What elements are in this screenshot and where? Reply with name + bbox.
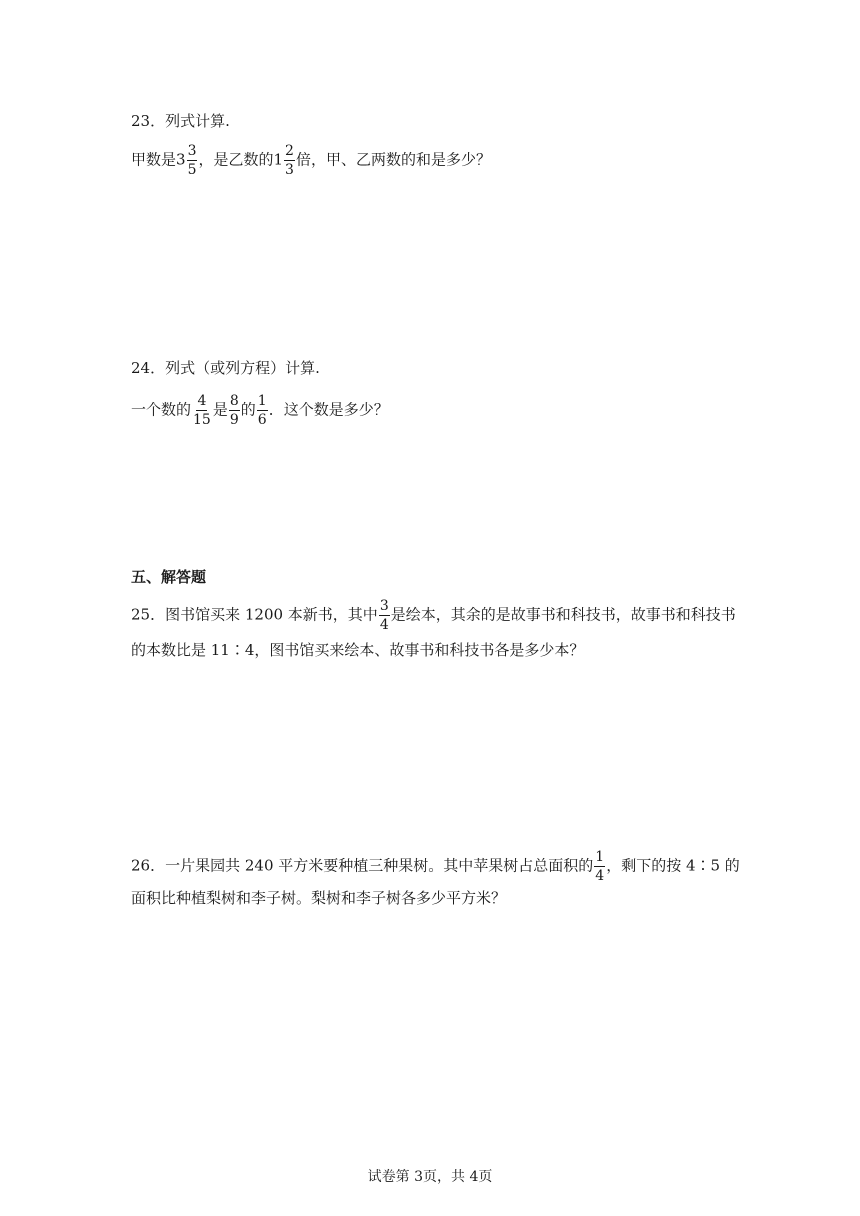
q26-fraction1 (594, 849, 605, 884)
q25-fraction1-numerator: 3 (379, 598, 389, 614)
q23-fraction1 (187, 143, 198, 178)
q25-text-part1: 25．图书馆买来 1200 本新书，其中 (131, 605, 378, 624)
q23-fraction2 (284, 143, 295, 178)
q25-text-part2: 是绘本，其余的是故事书和科技书，故事书和科技书 (390, 605, 736, 624)
q25-fraction1 (379, 598, 390, 633)
q24-fraction3-numerator: 1 (257, 393, 267, 409)
q24-text-part1: 一个数的 (131, 400, 192, 419)
q23-mixed2-whole: 1 (273, 150, 284, 169)
q24-fraction1 (192, 393, 212, 428)
q25-line2: 的本数比是 11∶4，图书馆买来绘本、故事书和科技书各是多少本？ (131, 641, 585, 659)
q26-text-part2: ，剩下的按 4∶5 的 (606, 856, 740, 875)
q23-heading: 23．列式计算. (131, 112, 230, 130)
q24-text-part3: 的 (240, 400, 256, 419)
q24-text (131, 393, 389, 428)
q25-fraction1-denominator: 4 (379, 617, 389, 633)
q25-line1 (131, 598, 736, 633)
q24-text-part2: 是 (212, 400, 228, 419)
q24-fraction2 (229, 393, 240, 428)
q23-fraction1-numerator: 3 (187, 143, 197, 159)
q24-fraction3-denominator: 6 (257, 412, 267, 428)
q23-text (131, 143, 491, 178)
q24-fraction3 (257, 393, 268, 428)
q26-line2: 面积比种植梨树和李子树。梨树和李子树各多少平方米？ (131, 889, 507, 907)
q24-fraction1-numerator: 4 (197, 393, 207, 409)
q24-heading: 24．列式（或列方程）计算. (131, 359, 320, 377)
q23-text-part3: 倍，甲、乙两数的和是多少？ (295, 150, 491, 169)
q24-fraction2-denominator: 9 (229, 412, 239, 428)
q26-fraction1-numerator: 1 (595, 849, 605, 865)
q23-fraction2-denominator: 3 (285, 162, 294, 178)
q23-text-part1: 甲数是 (131, 150, 177, 169)
q24-fraction2-numerator: 8 (229, 393, 239, 409)
q24-fraction1-denominator: 15 (193, 412, 211, 428)
q23-fraction1-denominator: 5 (187, 162, 197, 178)
q23-text-part2: ，是乙数的 (198, 150, 274, 169)
q23-mixed1-whole: 3 (176, 150, 186, 169)
q26-fraction1-denominator: 4 (595, 868, 605, 884)
q23-fraction2-numerator: 2 (285, 143, 294, 159)
q26-line1 (131, 849, 740, 884)
q24-text-part4: ．这个数是多少？ (268, 400, 389, 419)
q26-text-part1: 26．一片果园共 240 平方米要种植三种果树。其中苹果树占总面积的 (131, 856, 594, 875)
page-footer: 试卷第 3页，共 4页 (367, 1169, 493, 1185)
section-title: 五、解答题 (131, 568, 207, 586)
